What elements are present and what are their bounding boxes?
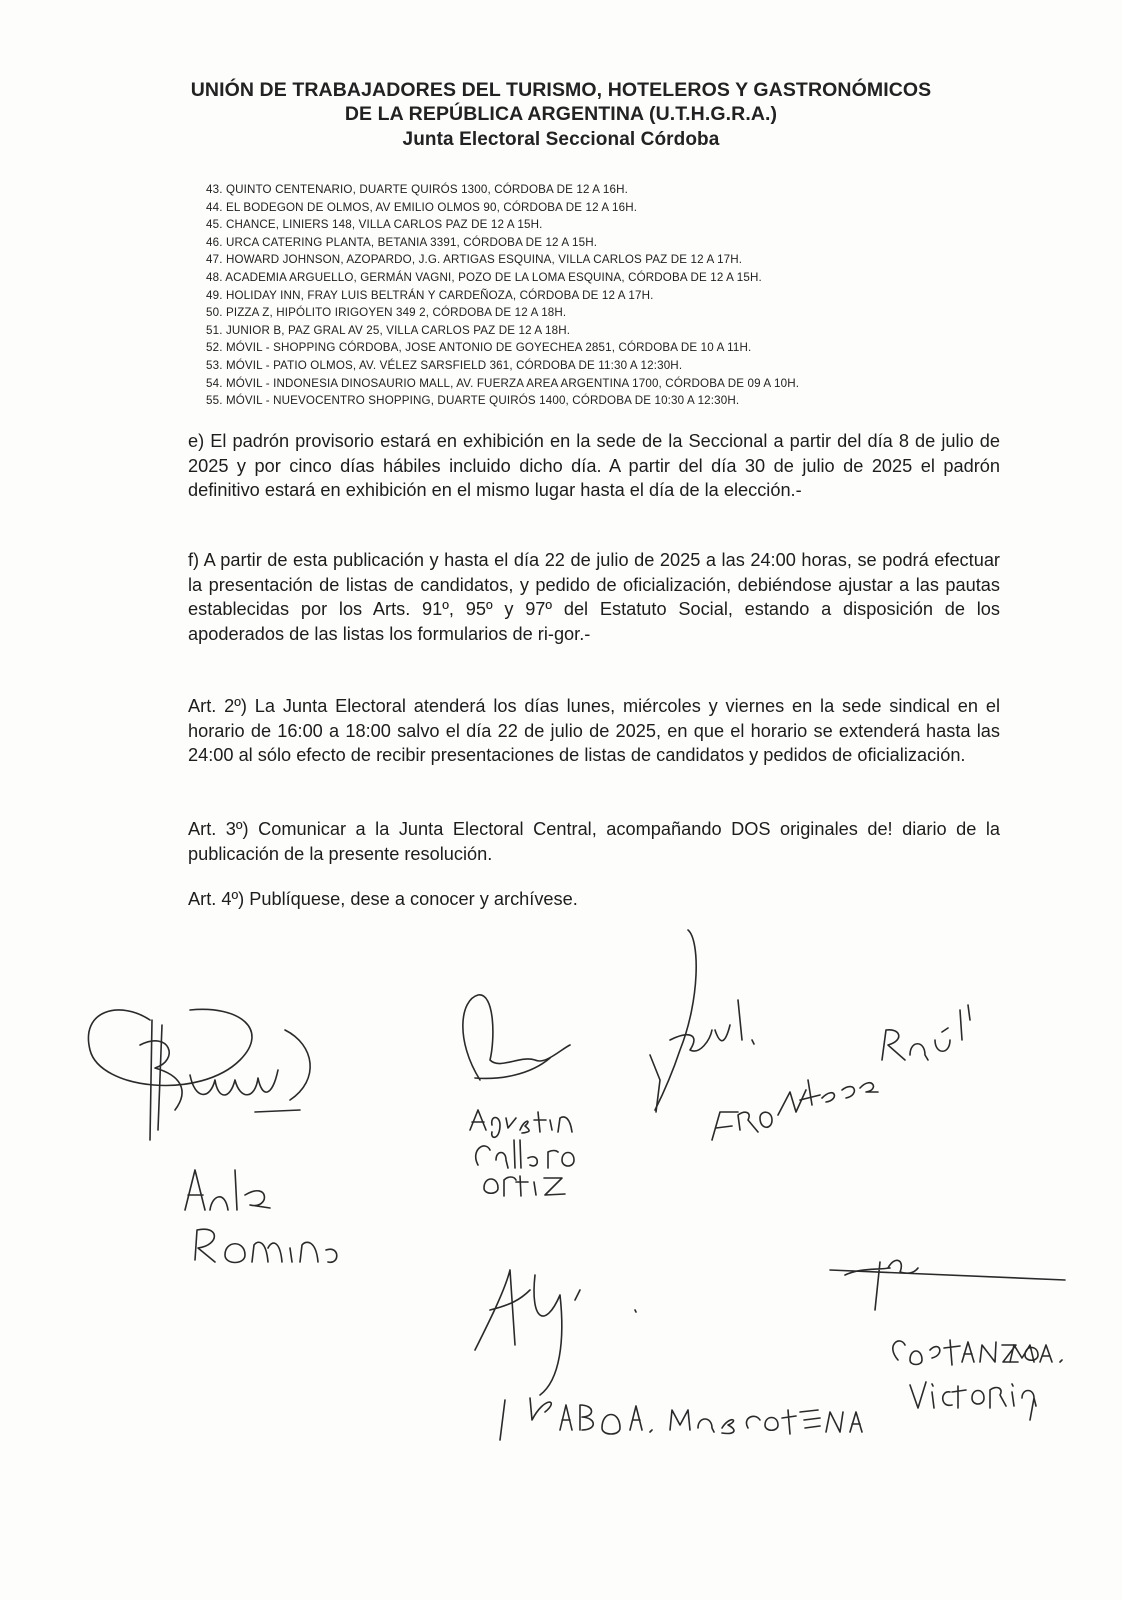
signature-anla-romina bbox=[88, 1009, 336, 1262]
signature-pablo-mascotena bbox=[475, 1270, 862, 1440]
list-item: 50. PIZZA Z, HIPÓLITO IRIGOYEN 349 2, CÓRDOBA DE 12 A 18H. bbox=[206, 306, 567, 320]
list-item: 53. MÓVIL - PATIO OLMOS, AV. VÉLEZ SARSFIELD 361, CÓRDOBA DE 11:30 A 12:30H. bbox=[206, 358, 683, 372]
signatures-area bbox=[0, 900, 1122, 1600]
document-header bbox=[0, 78, 1122, 153]
list-item: 47. HOWARD JOHNSON, AZOPARDO, J.G. ARTIGAS ESQUINA, VILLA CARLOS PAZ DE 12 A 17H. bbox=[206, 253, 743, 267]
electoral-board-title: Junta Electoral Seccional Córdoba bbox=[402, 129, 720, 150]
list-item: 46. URCA CATERING PLANTA, BETANIA 3391, CÓRDOBA DE 12 A 15H. bbox=[206, 235, 598, 249]
union-name-line-2: DE LA REPÚBLICA ARGENTINA (U.T.H.G.R.A.) bbox=[344, 103, 778, 125]
article-4: Art. 4º) Publíquese, dese a conocer y archívese. bbox=[188, 889, 578, 909]
list-item: 52. MÓVIL - SHOPPING CÓRDOBA, JOSE ANTONIO DE GOYECHEA 2851, CÓRDOBA DE 10 A 11H. bbox=[206, 341, 752, 355]
signature-costanzo-victoria bbox=[830, 1260, 1065, 1420]
signature-agustina-callero-ortiz bbox=[463, 995, 574, 1196]
union-name-line-1: UNIÓN DE TRABAJADORES DEL TURISMO, HOTELEROS Y GASTRONÓMICOS bbox=[190, 79, 932, 101]
paragraph-f-listas: f) A partir de esta publicación y hasta el día 22 de julio de 2025 a las 24:00 horas, se podrá efectuar la presentación de listas de candidatos, y pedido de oficialización, debiéndose ajustar a las pautas establecidas por los Arts. 91º, 95º y 97º del Estatuto Social, estando a disposición de los apoderados de las listas los formularios de ri-gor.- bbox=[188, 550, 1000, 644]
list-item: 48. ACADEMIA ARGUELLO, GERMÁN VAGNI, POZO DE LA LOMA ESQUINA, CÓRDOBA DE 12 A 15H. bbox=[206, 270, 762, 284]
list-item: 44. EL BODEGON DE OLMOS, AV EMILIO OLMOS 90, CÓRDOBA DE 12 A 16H. bbox=[206, 200, 638, 214]
article-2: Art. 2º) La Junta Electoral atenderá los días lunes, miércoles y viernes en la sede sindical en el horario de 16:00 a 18:00 salvo el día 22 de julio de 2025, en que el horario se extenderá hasta las 24:00 al sólo efecto de recibir presentaciones de listas de candidatos y pedidos de oficialización. bbox=[188, 696, 1000, 766]
list-item: 49. HOLIDAY INN, FRAY LUIS BELTRÁN Y CARDEÑOZA, CÓRDOBA DE 12 A 17H. bbox=[206, 288, 654, 302]
article-3: Art. 3º) Comunicar a la Junta Electoral Central, acompañando DOS originales de! diario de la publicación de la presente resolución. bbox=[188, 819, 1000, 864]
voting-locations-list bbox=[206, 181, 1006, 410]
list-item: 45. CHANCE, LINIERS 148, VILLA CARLOS PAZ DE 12 A 15H. bbox=[206, 218, 543, 232]
list-item: 55. MÓVIL - NUEVOCENTRO SHOPPING, DUARTE QUIRÓS 1400, CÓRDOBA DE 10:30 A 12:30H. bbox=[206, 394, 740, 408]
signature-frontera-raul bbox=[650, 930, 970, 1140]
list-item: 54. MÓVIL - INDONESIA DINOSAURIO MALL, AV. FUERZA AREA ARGENTINA 1700, CÓRDOBA DE 09 A 10H. bbox=[206, 376, 800, 390]
paragraph-e-padron: e) El padrón provisorio estará en exhibición en la sede de la Seccional a partir del día 8 de julio de 2025 y por cinco días hábiles incluido dicho día. A partir del día 30 de julio de 2025 el padrón definitivo estará en exhibición en el mismo lugar hasta el día de la elección.- bbox=[188, 431, 1000, 501]
list-item: 51. JUNIOR B, PAZ GRAL AV 25, VILLA CARLOS PAZ DE 12 A 18H. bbox=[206, 323, 571, 337]
list-item: 43. QUINTO CENTENARIO, DUARTE QUIRÓS 1300, CÓRDOBA DE 12 A 16H. bbox=[206, 183, 629, 196]
